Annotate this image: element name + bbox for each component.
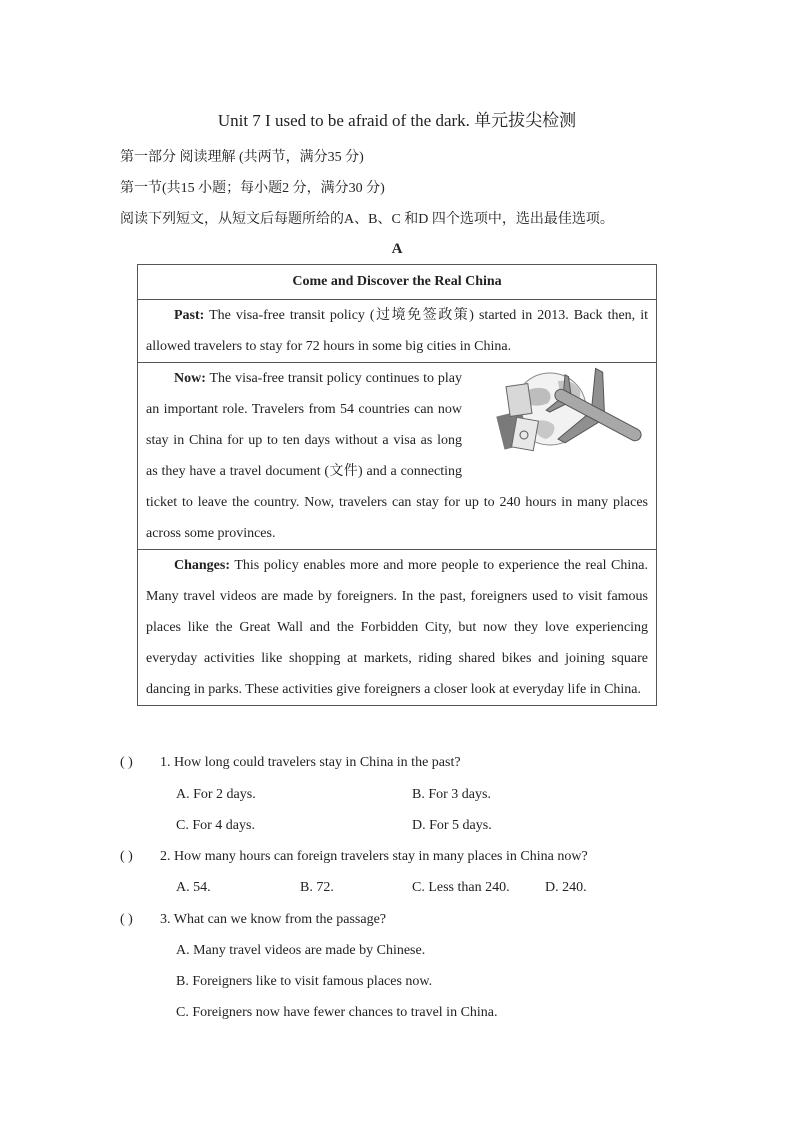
question-1 bbox=[120, 755, 461, 771]
past-text: The visa-free transit policy (过境免签政策) started in 2013. Back then, it allowed travelers to stay for 72 hours in some big cities in China. bbox=[146, 308, 648, 354]
now-label: Now: bbox=[174, 371, 206, 386]
travel-illustration bbox=[470, 365, 650, 457]
page-title: Unit 7 I used to be afraid of the dark. 单元拔尖检测 bbox=[217, 111, 577, 130]
past-label: Past: bbox=[174, 308, 205, 323]
option-a: A. For 2 days. bbox=[176, 787, 256, 802]
now-text: The visa-free transit policy continues to play an important role. Travelers from 54 countries can now stay in China for up to ten days without a visa as long as they have a travel document (文件) and a connecting ticket to leave the country. Now, travelers can stay for up to 240 hours in many places across some provinces. bbox=[146, 371, 648, 541]
changes-text: This policy enables more and more people to experience the real China. Many travel videos are made by foreigners. In the past, foreigners used to visit famous places like the Great Wall and the Forbidden City, but now they love experiencing everyday activities like shopping at markets, riding shared bikes and joining square dancing in parks. These activities give foreigners a closer look at everyday life in China. bbox=[146, 558, 648, 697]
answer-blank[interactable]: ( ) bbox=[120, 849, 133, 864]
instructions: 阅读下列短文，从短文后每题所给的A、B、C 和D 四个选项中，选出最佳选项。 bbox=[120, 212, 614, 227]
option-d: D. For 5 days. bbox=[412, 818, 492, 833]
question-2 bbox=[120, 849, 588, 865]
option-b: B. For 3 days. bbox=[412, 787, 491, 802]
changes-label: Changes: bbox=[174, 558, 231, 573]
box-heading: Come and Discover the Real China bbox=[138, 265, 657, 300]
option-c: C. Less than 240. bbox=[412, 880, 510, 895]
question-stem: 1. How long could travelers stay in China in the past? bbox=[160, 755, 461, 770]
section-heading: 第一节(共15 小题；每小题2 分，满分30 分) bbox=[120, 181, 385, 196]
option-b: B. Foreigners like to visit famous places now. bbox=[176, 974, 433, 989]
passage-label: A bbox=[391, 241, 403, 257]
passage-box bbox=[137, 264, 657, 706]
option-d: D. 240. bbox=[545, 880, 587, 895]
part-heading: 第一部分 阅读理解 (共两节，满分35 分) bbox=[120, 150, 364, 165]
option-c: C. Foreigners now have fewer chances to travel in China. bbox=[176, 1005, 498, 1020]
question-stem: 3. What can we know from the passage? bbox=[160, 912, 386, 927]
question-stem: 2. How many hours can foreign travelers stay in many places in China now? bbox=[160, 849, 588, 864]
option-a: A. Many travel videos are made by Chinese. bbox=[176, 943, 426, 958]
past-cell bbox=[138, 300, 657, 363]
answer-blank[interactable]: ( ) bbox=[120, 755, 133, 770]
answer-blank[interactable]: ( ) bbox=[120, 912, 133, 927]
question-3 bbox=[120, 912, 386, 928]
option-b: B. 72. bbox=[300, 880, 334, 895]
changes-cell bbox=[138, 550, 657, 706]
option-c: C. For 4 days. bbox=[176, 818, 255, 833]
now-cell bbox=[138, 363, 657, 550]
option-a: A. 54. bbox=[176, 880, 211, 895]
